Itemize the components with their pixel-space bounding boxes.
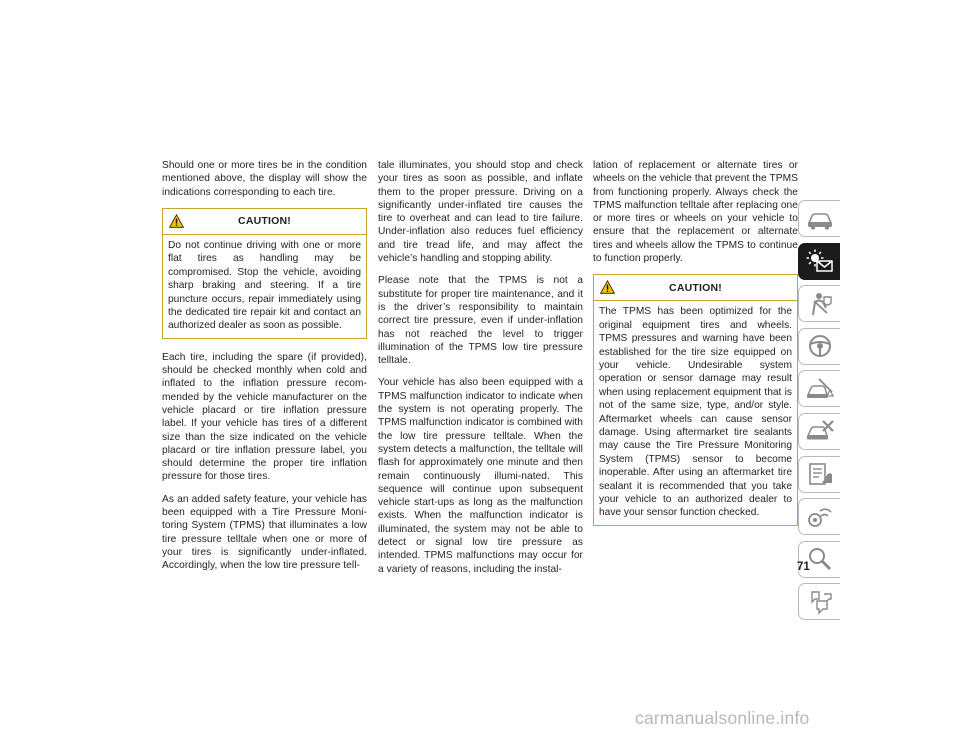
paragraph: Please note that the TPMS is not a substitute for proper tire maintenance, and it is the driver’s responsibility to maintain correct tire pressure, even if under-inflation has not reached the level to trigger illumination of the TPMS low tire pressure telltale. — [378, 275, 583, 367]
paragraph: Each tire, including the spare (if provided), should be checked monthly when cold and inflated to the inflation pressure recom-mended by the vehicle manufacturer on the vehicle placard or tire inflation pressure label. If your vehicle has tires of a different size than the size indicated on the vehicle placard or tire inflation pressure label, you should determine the proper tire inflation pressure for those tires. — [162, 351, 367, 483]
paragraph: Should one or more tires be in the condition mentioned above, the display will show the indications corresponding to each tire. — [162, 160, 367, 198]
watermark: carmanualsonline.info — [635, 708, 810, 728]
multimedia-icon — [805, 504, 835, 530]
tab-warning-lights[interactable] — [798, 243, 840, 280]
caution-box — [593, 274, 798, 526]
caution-header — [594, 275, 797, 301]
tab-starting-operating[interactable] — [798, 328, 840, 365]
warning-triangle-icon — [169, 214, 184, 228]
caution-title: CAUTION! — [238, 215, 291, 228]
paragraph: Your vehicle has also been equipped with a TPMS malfunction indicator to indicate when the system is not operating properly. The TPMS malfunction indicator is combined with the low tire pressure telltale. When the system detects a malfunction, the telltale will flash for approximately one minute and then remain continuously illumi-nated. This sequence will continue upon subsequent vehicle start-ups as long as the malfunction exists. When the malfunction indicator is illuminated, the system may not be able to detect or signal low tire pressure as intended. TPMS malfunctions may occur for a variety of reasons, including the instal- — [378, 377, 583, 575]
specifications-icon — [805, 461, 835, 487]
tab-multimedia[interactable] — [798, 498, 840, 535]
steering-wheel-icon — [805, 333, 835, 359]
tab-servicing[interactable] — [798, 413, 840, 450]
text-column-3 — [593, 159, 798, 538]
warning-lights-icon — [805, 248, 835, 274]
caution-title: CAUTION! — [669, 281, 722, 294]
caution-text: Do not continue driving with one or more flat tires as handling may be compromised. Stop the vehicle, avoiding sharp braking and steering. If a tire puncture occurs, repair immediately using the dedicated tire repair kit and contact an authorized dealer as soon as possible. — [168, 239, 361, 332]
service-icon — [805, 418, 835, 444]
text-column-2 — [378, 159, 583, 585]
caution-header — [163, 209, 366, 235]
paragraph: lation of replacement or alternate tires or wheels on the vehicle that prevent the TPMS from functioning properly. Always check the TPMS malfunction telltale after replacing one or more tires or wheels on your vehicle to ensure that the replacement or alternate tires and wheels allow the TPMS to continue to function properly. — [593, 160, 798, 265]
caution-box — [162, 208, 367, 339]
tab-languages[interactable] — [798, 583, 840, 620]
paragraph: tale illuminates, you should stop and check your tires as soon as possible, and inflate them to the proper pressure. Driving on a significantly under-inflated tire causes the tire to overheat and can lead to tire failure. Under-inflation also reduces fuel efficiency and tire tread life, and may affect the vehicle’s handling and stopping ability. — [378, 160, 583, 265]
car-overview-icon — [805, 206, 835, 232]
safety-icon — [805, 291, 835, 317]
languages-icon — [805, 589, 835, 615]
tab-safety[interactable] — [798, 285, 840, 322]
text-column-1 — [162, 159, 367, 581]
tab-car-overview[interactable] — [798, 200, 840, 237]
page-number: 71 — [797, 561, 810, 573]
caution-text: The TPMS has been optimized for the original equipment tires and wheels. TPMS pressures and warning have been established for the tire size equipped on your vehicle. Undesirable system operation or sensor damage may result when using replacement equipment that is not of the same size, type, and/or style. Aftermarket wheels can cause sensor damage. Using aftermarket tire sealants may cause the Tire Pressure Monitoring System (TPMS) sensor to become inoperable. After using an aftermarket tire sealant it is recommended that you take your vehicle to an authorized dealer to have your sensor function checked. — [599, 306, 792, 519]
warning-triangle-icon — [600, 280, 615, 294]
emergency-icon — [805, 376, 835, 402]
paragraph: As an added safety feature, your vehicle has been equipped with a Tire Pressure Moni-toring System (TPMS) that illuminates a low tire pressure telltale when one or more of your tires is significantly under-inflated. Accordingly, when the low tire pressure tell- — [162, 493, 367, 572]
tab-emergency[interactable] — [798, 370, 840, 407]
tab-specifications[interactable] — [798, 456, 840, 493]
